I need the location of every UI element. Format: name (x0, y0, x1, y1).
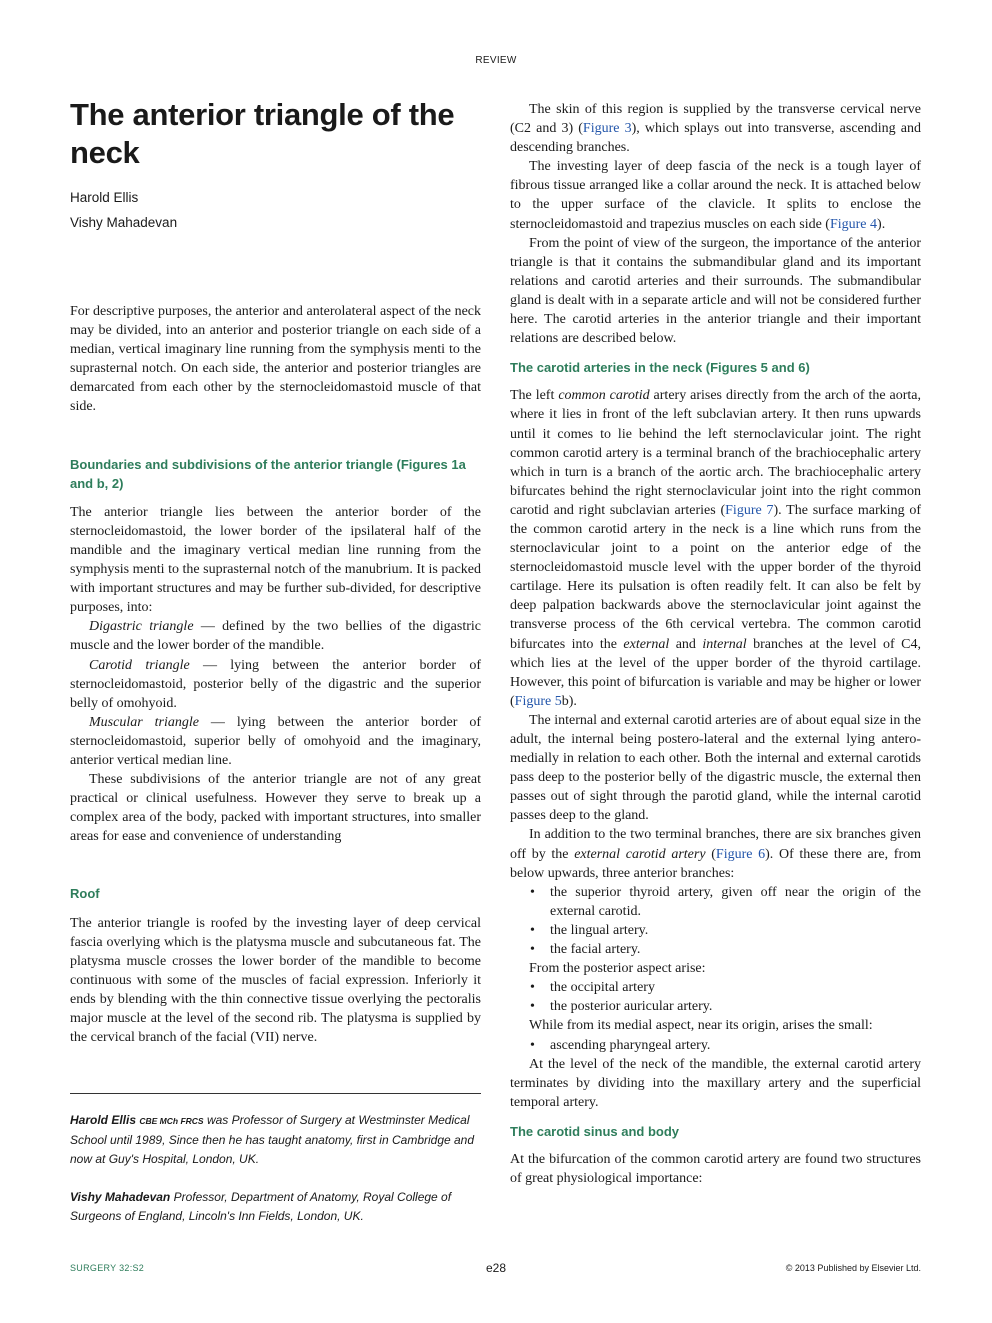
text: The skin of this region is supplied by the transverse cervical nerve (C2 and 3) ( (510, 102, 921, 137)
medial-intro: While from its medial aspect, near its origin, arises the small: (529, 1018, 873, 1034)
left-column (70, 302, 481, 1047)
section-heading-boundaries: Boundaries and subdivisions of the anterior triangle (Figures 1a and b, 2) (70, 456, 466, 491)
term: Digastric triangle (89, 619, 194, 635)
figure-link[interactable]: Figure 3 (582, 121, 632, 137)
term: Carotid triangle (89, 657, 190, 673)
figure-link[interactable]: Figure 6 (715, 846, 766, 862)
section-heading-carotid-arteries: The carotid arteries in the neck (Figures 5 and 6) (510, 360, 810, 376)
text: The investing layer of deep fascia of the neck is a tough layer of fibrous tissue arranged like a collar around the neck. It is attached below to the upper surface of the clavicle. It splits to enclose the sternocleidomastoid and trapezius muscles on each side ( (510, 159, 921, 232)
intro-paragraph: For descriptive purposes, the anterior and anterolateral aspect of the neck may be divided, into an anterior and posterior triangle on each side of a median, vertical imaginary line running from the symphysis menti to the suprasternal notch. On each side, the anterior and posterior triangles are demarcated from each other by the sternocleidomastoid muscle of that side. (70, 304, 481, 415)
list-item (510, 921, 921, 940)
medial-branches-list (510, 1036, 921, 1055)
posterior-intro: From the posterior aspect arise: (529, 961, 706, 977)
author-footnotes (70, 1111, 481, 1226)
subdivisions-paragraph: These subdivisions of the anterior triangle are not of any great practical or clinical usefulness. However they serve to break up a complex area of the body, packed with important structures, into smaller areas for ease and convenience of understanding (70, 772, 481, 845)
boundaries-paragraph: The anterior triangle lies between the anterior border of the sternocleidomastoid, the lower border of the ipsilateral half of the mandible and the imaginary vertical median line running from the symphysis menti to the suprasternal notch of the manubrium. It is packed with important structures and may be further sub-divided, for descriptive purposes, into: (70, 504, 481, 616)
section-heading-carotid-sinus: The carotid sinus and body (510, 1123, 680, 1139)
sinus-paragraph: At the bifurcation of the common carotid artery are found two structures of great physiological importance: (510, 1151, 921, 1187)
emphasis: external (623, 636, 670, 652)
list-item-text: the occipital artery (550, 980, 655, 996)
footnote-name: Vishy Mahadevan (70, 1190, 171, 1205)
definition: — lying between the anterior border of sternocleidomastoid, superior belly of omohyoid and the imaginary, anterior vertical median line. (70, 714, 481, 768)
footnote (70, 1111, 481, 1169)
text: ). The surface marking of the common carotid artery in the neck is a line which runs from the sternoclavicular joint to a point on the anterior edge of the sternocleidomastoid muscle level with the upper border of the thyroid cartilage. Here its pulsation is often readily felt. It can also be felt by deep palpation backwards above the sternoclavicular joint against the transverse process of the 6th cervical vertebra. The common carotid bifurcates into the (510, 502, 922, 652)
footnote-text: was Professor of Surgery at Westminster Medical School until 1989, Since then he has taught anatomy, first in Cambridge and now at Guy's Hospital, London, UK. (70, 1113, 475, 1167)
term: Muscular triangle (89, 714, 199, 730)
anterior-branches-list (510, 883, 921, 959)
bullet-icon: • (530, 980, 535, 996)
text: ), which splays out into transverse, ascending and descending branches. (510, 121, 921, 156)
terminal-paragraph: At the level of the neck of the mandible, the external carotid artery terminates by dividing into the maxillary artery and the superficial temporal artery. (510, 1056, 921, 1110)
text: and (669, 636, 703, 652)
text: The left (510, 388, 559, 404)
posterior-branches-list (510, 978, 921, 1016)
emphasis: common carotid (558, 388, 650, 404)
list-item-text: the lingual artery. (550, 922, 649, 938)
emphasis: internal (702, 636, 747, 652)
list-item (510, 978, 921, 997)
journal-citation: SURGERY 32:S2 (70, 1263, 145, 1273)
author-list (70, 186, 177, 235)
fascia-paragraph (510, 157, 921, 233)
emphasis: external carotid artery (574, 846, 706, 862)
branches-paragraph (510, 825, 921, 882)
footnote-text: Professor, Department of Anatomy, Royal College of Surgeons of England, Lincoln's Inn Fields, London, UK. (70, 1190, 452, 1224)
digastric-paragraph (70, 617, 481, 655)
footnote (70, 1188, 481, 1226)
internal-external-paragraph: The internal and external carotid arteries are of about equal size in the adult, the internal being postero-lateral and the external lying antero-medially in relation to each other. Both the internal and external carotids pass deep to the posterior belly of the digastric muscle, the external then passes out of sight through the parotid gland, while the internal carotid passes deep to the gland. (510, 712, 921, 824)
list-item (510, 940, 921, 959)
bullet-icon: • (530, 942, 535, 958)
list-item-text: the posterior auricular artery. (550, 999, 713, 1015)
page-number: e28 (485, 1261, 507, 1275)
muscular-paragraph (70, 713, 481, 770)
carotid-triangle-paragraph (70, 656, 481, 713)
roof-paragraph: The anterior triangle is roofed by the investing layer of deep cervical fascia overlying which is the platysma muscle and subcutaneous fat. The platysma muscle crosses the lower border of the mandible to become continuous with some of the muscles of facial expression. Inferiorly it ends by blending with the thin connective tissue overlying the pectoralis major muscle at the level of the second rib. The platysma is supplied by the cervical branch of the facial (VII) nerve. (70, 915, 481, 1046)
bullet-icon: • (530, 884, 535, 900)
skin-paragraph (510, 100, 921, 157)
bullet-icon: • (530, 999, 535, 1015)
carotid-paragraph (510, 386, 921, 711)
footnote-name: Harold Ellis (70, 1113, 137, 1127)
list-item-text: ascending pharyngeal artery. (550, 1037, 711, 1053)
list-item-text: the superior thyroid artery, given off near the origin of the external carotid. (550, 884, 921, 919)
footnote-divider (70, 1093, 481, 1094)
article-title: The anterior triangle of the neck (70, 97, 455, 170)
section-label: REVIEW (475, 55, 517, 66)
section-heading-roof: Roof (70, 886, 100, 902)
text: artery arises directly from the arch of the aorta, where it lies in front of the left subclavian artery. It then runs upwards until it comes to lie behind the left sternoclavicular joint. The right common carotid artery is a terminal branch of the brachiocephalic artery which in turn is a branch of the aortic arch. The brachiocephalic artery bifurcates behind the right sternoclavicular joint into the right common carotid and right subclavian arteries ( (510, 388, 921, 518)
author-name: Vishy Mahadevan (70, 214, 178, 230)
bullet-icon: • (530, 922, 535, 938)
text: ( (705, 846, 716, 862)
definition: — defined by the two bellies of the digastric muscle and the lower border of the mandible. (70, 619, 481, 654)
figure-link[interactable]: Figure 7 (725, 502, 774, 518)
right-column (510, 100, 921, 1188)
list-item-text: the facial artery. (550, 942, 641, 958)
text: ). (877, 216, 886, 232)
text: b). (561, 693, 577, 709)
figure-link[interactable]: Figure 4 (829, 216, 878, 232)
surgeon-paragraph: From the point of view of the surgeon, the importance of the anterior triangle is that it contains the submandibular gland and its important relations and carotid arteries and their surrounds. The submandibular gland is dealt with in a separate article and will not be considered further here. The carotid arteries in the anterior triangle and their important relations are described below. (510, 235, 921, 347)
text: ). Of these there are, from below upwards, three anterior branches: (510, 846, 921, 881)
figure-link[interactable]: Figure 5 (514, 693, 562, 709)
author-name: Harold Ellis (70, 190, 139, 205)
footnote-credentials: CBE MCh FRCS (139, 1116, 204, 1126)
text: In addition to the two terminal branches, there are six branches given off by the (510, 827, 921, 862)
definition: — lying between the anterior border of sternocleidomastoid, posterior belly of the digastric and the superior belly of omohyoid. (70, 657, 481, 711)
list-item (510, 997, 921, 1016)
bullet-icon: • (530, 1037, 535, 1053)
list-item (510, 883, 921, 921)
text: branches at the level of C4, which lies at the level of the upper border of the thyroid cartilage. However, this point of bifurcation is variable and may be higher or lower ( (510, 636, 921, 709)
copyright-notice: © 2013 Published by Elsevier Ltd. (785, 1263, 921, 1273)
list-item (510, 1036, 921, 1055)
